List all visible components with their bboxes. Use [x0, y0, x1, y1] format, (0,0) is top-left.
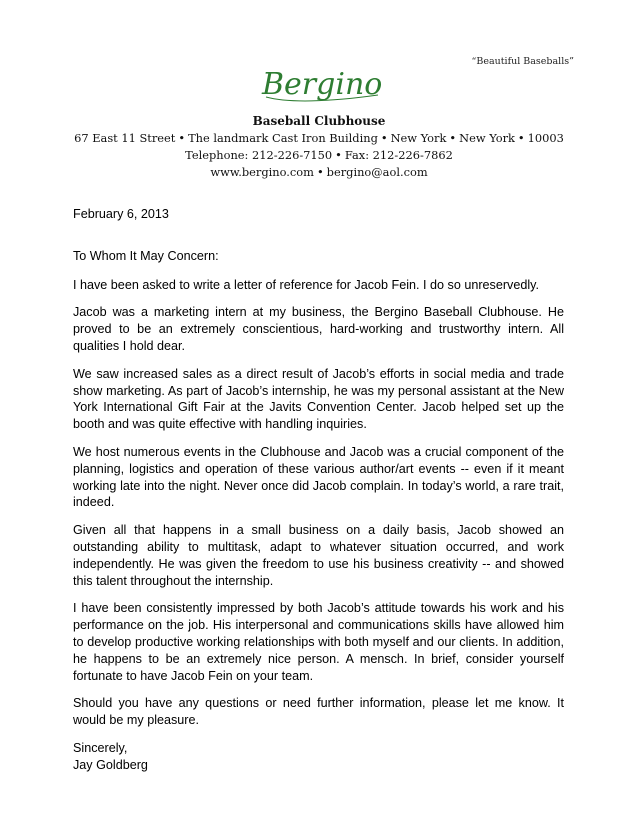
phone-number: Telephone: 212-226-7150	[185, 148, 333, 162]
web-line: www.bergino.com • bergino@aol.com	[210, 165, 428, 179]
website-link[interactable]: www.bergino.com	[210, 165, 314, 179]
paragraph-5: Given all that happens in a small business on a daily basis, Jacob showed an outstanding ability to multitask, adapt to whatever situation occurred, and work independently. He was given the freedom to use his business creativity -- and showed this talent throughout the internship.	[73, 523, 564, 588]
paragraph-2: Jacob was a marketing intern at my business, the Bergino Baseball Clubhouse. He proved to be an extremely conscientious, hard-working and trustworthy intern. All qualities I hold dear.	[73, 305, 564, 353]
paragraph-3: We saw increased sales as a direct result of Jacob’s efforts in social media and trade show marketing. As part of Jacob’s internship, he was my personal assistant at the New York International Gift Fair at the Javits Convention Center. Jacob helped set up the booth and was quite effective with handling inquiries.	[73, 366, 564, 432]
letter-date: February 6, 2013	[73, 207, 169, 221]
paragraph-6: I have been consistently impressed by both Jacob’s attitude towards his work and his performance on the job. His interpersonal and communications skills have allowed him to develop productive working relationships with both myself and our clients. In addition, he happens to be an extremely nice person. A mensch. In brief, consider yourself fortunate to have Jacob Fein on your team.	[73, 601, 564, 683]
address-zip: 10003	[527, 131, 564, 145]
address-state: New York	[459, 131, 515, 145]
paragraph-1: I have been asked to write a letter of reference for Jacob Fein. I do so unreservedly.	[73, 277, 539, 292]
letter-body	[73, 206, 564, 774]
logo-text: Bergino	[262, 67, 383, 102]
letterhead	[0, 113, 638, 181]
address-line: 67 East 11 Street • The landmark Cast Iron Building • New York • New York • 10003	[74, 131, 564, 145]
signature-name: Jay Goldberg	[73, 757, 148, 772]
bergino-logo	[258, 64, 388, 104]
address-building: The landmark Cast Iron Building	[188, 131, 378, 145]
contact-line: Telephone: 212-226-7150 • Fax: 212-226-7862	[185, 148, 453, 162]
paragraph-7: Should you have any questions or need further information, please let me know. It would be my pleasure.	[73, 696, 564, 728]
greeting: To Whom It May Concern:	[73, 248, 219, 263]
address-city: New York	[390, 131, 447, 145]
closing: Sincerely,	[73, 740, 128, 755]
fax-number: Fax: 212-226-7862	[344, 148, 453, 162]
paragraph-4: We host numerous events in the Clubhouse and Jacob was a crucial component of the planning, logistics and operation of these various author/art events -- even if it meant working late into the night. Never once did Jacob complain. In today’s world, a rare trait, indeed.	[73, 444, 564, 510]
email-link[interactable]: bergino@aol.com	[326, 165, 428, 179]
org-name: Baseball Clubhouse	[252, 114, 386, 128]
tagline: “Beautiful Baseballs”	[471, 56, 574, 67]
address-street: 67 East 11 Street	[74, 131, 176, 145]
